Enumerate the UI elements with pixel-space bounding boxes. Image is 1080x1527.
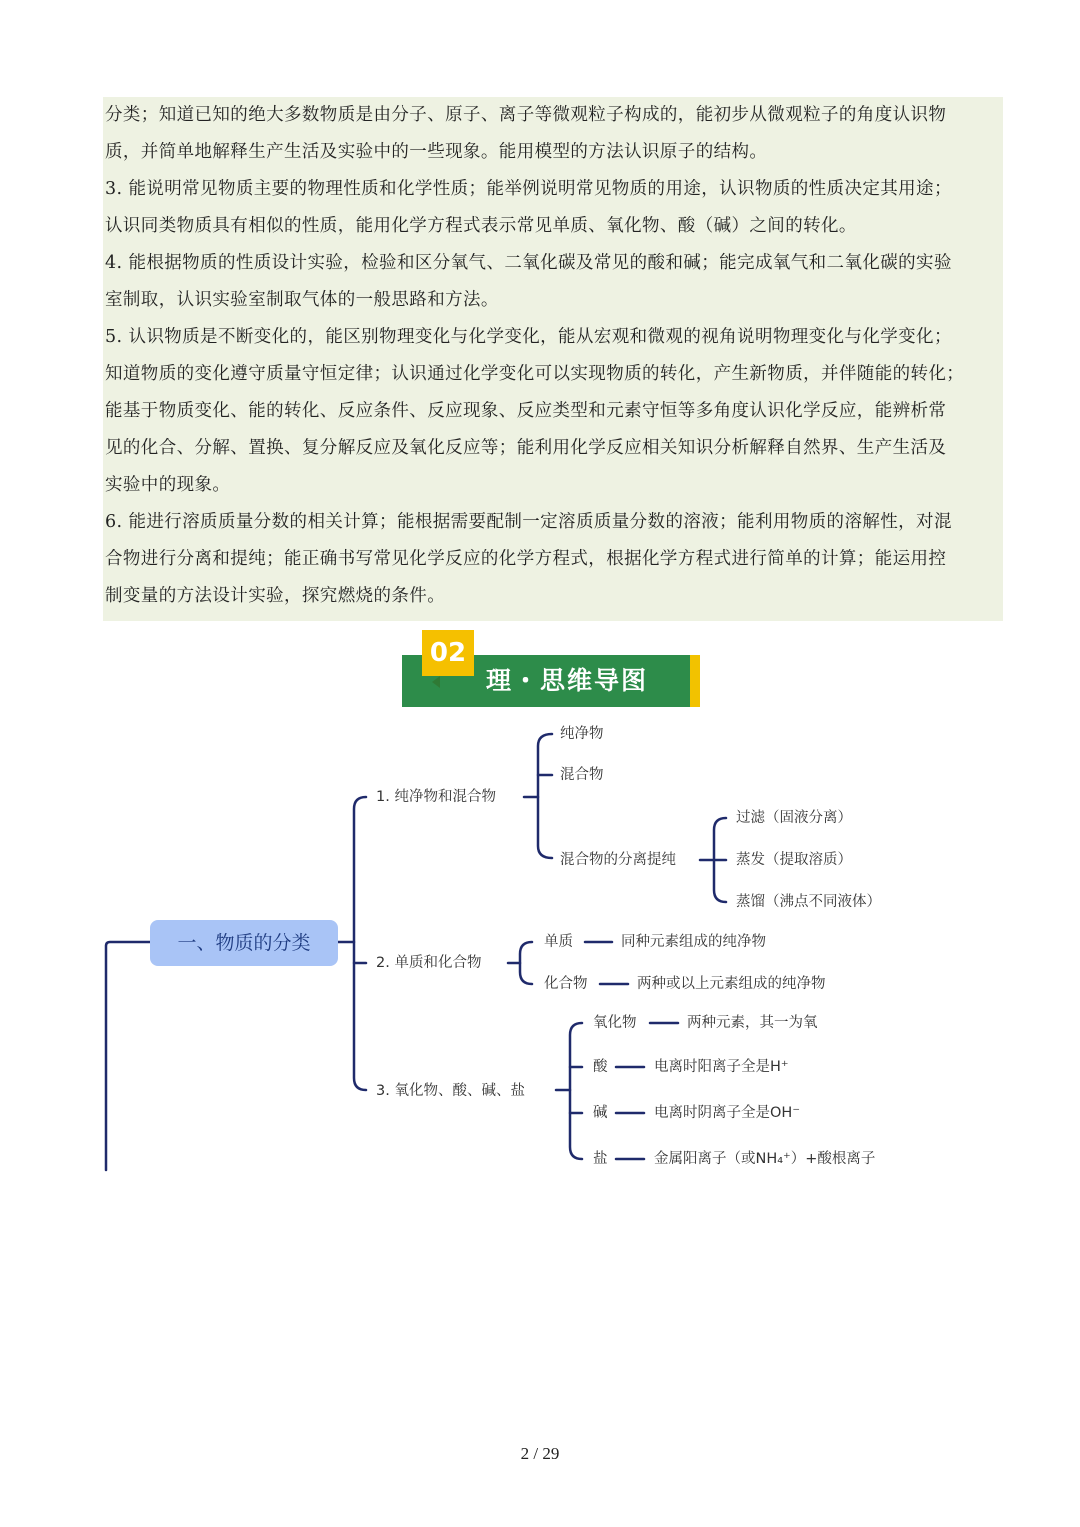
- bracket-b2: [520, 942, 532, 984]
- text-line: 3. 能说明常见物质主要的物理性质和化学性质；能举例说明常见物质的用途，认识物质的性质决定其用途；: [105, 179, 952, 199]
- node-salt-desc: 金属阳离子（或NH₄⁺）+酸根离子: [654, 1151, 876, 1167]
- branch-pure-mixture: 1. 纯净物和混合物: [376, 789, 496, 805]
- text-line: 合物进行分离和提纯；能正确书写常见化学反应的化学方程式，根据化学方程式进行简单的计算；能运用控: [105, 549, 947, 569]
- bracket-b1: [538, 734, 552, 858]
- section-title: 理・思维导图: [486, 666, 649, 695]
- section-number: 02: [422, 630, 474, 676]
- mindmap-root: 一、物质的分类: [150, 920, 338, 966]
- branch-oxide-acid-base-salt: 3. 氧化物、酸、碱、盐: [376, 1083, 525, 1099]
- bracket-b3: [570, 1023, 582, 1159]
- node-distillation: 蒸馏（沸点不同液体）: [736, 894, 881, 910]
- node-base: 碱: [593, 1105, 608, 1121]
- node-oxide: 氧化物: [593, 1015, 637, 1031]
- text-line: 5. 认识物质是不断变化的，能区别物理变化与化学变化，能从宏观和微观的视角说明物理变化与化学变化；: [105, 327, 952, 347]
- node-compound: 化合物: [544, 976, 588, 992]
- node-acid-desc: 电离时阳离子全是H⁺: [654, 1059, 789, 1075]
- text-line: 能基于物质变化、能的转化、反应条件、反应现象、反应类型和元素守恒等多角度认识化学反应，能辨析常: [105, 401, 947, 421]
- node-pure-substance: 纯净物: [560, 726, 604, 742]
- spine-line: [106, 942, 150, 1170]
- text-line: 知道物质的变化遵守质量守恒定律；认识通过化学变化可以实现物质的转化，产生新物质，并伴随能的转化；: [105, 364, 965, 384]
- text-line: 6. 能进行溶质质量分数的相关计算；能根据需要配制一定溶质质量分数的溶液；能利用物质的溶解性，对混: [105, 512, 952, 532]
- text-line: 质，并简单地解释生产生活及实验中的一些现象。能用模型的方法认识原子的结构。: [105, 142, 768, 162]
- node-oxide-desc: 两种元素，其一为氧: [687, 1015, 818, 1031]
- bracket-main: [354, 797, 366, 1090]
- text-line: 见的化合、分解、置换、复分解反应及氧化反应等；能利用化学反应相关知识分析解释自然界、生产生活及: [105, 438, 947, 458]
- text-line: 分类；知道已知的绝大多数物质是由分子、原子、离子等微观粒子构成的，能初步从微观粒子的角度认识物: [105, 105, 947, 125]
- node-filtration: 过滤（固液分离）: [736, 810, 852, 826]
- text-line: 认识同类物质具有相似的性质，能用化学方程式表示常见单质、氧化物、酸（碱）之间的转化。: [105, 216, 857, 236]
- node-mixture: 混合物: [560, 767, 604, 783]
- text-line: 制变量的方法设计实验，探究燃烧的条件。: [105, 586, 446, 606]
- branch-element-compound: 2. 单质和化合物: [376, 955, 482, 971]
- node-element-desc: 同种元素组成的纯净物: [621, 934, 766, 950]
- node-element: 单质: [544, 934, 573, 950]
- text-line: 实验中的现象。: [105, 475, 231, 495]
- node-base-desc: 电离时阴离子全是OH⁻: [654, 1105, 800, 1121]
- node-compound-desc: 两种或以上元素组成的纯净物: [637, 976, 826, 992]
- node-evaporation: 蒸发（提取溶质）: [736, 852, 852, 868]
- node-acid: 酸: [593, 1059, 608, 1075]
- node-salt: 盐: [593, 1151, 608, 1167]
- text-line: 4. 能根据物质的性质设计实验，检验和区分氧气、二氧化碳及常见的酸和碱；能完成氧气和二氧化碳的实验: [105, 253, 952, 273]
- page-number: 2 / 29: [520, 1444, 560, 1463]
- text-line: 室制取，认识实验室制取气体的一般思路和方法。: [105, 290, 499, 310]
- node-separation: 混合物的分离提纯: [560, 852, 676, 868]
